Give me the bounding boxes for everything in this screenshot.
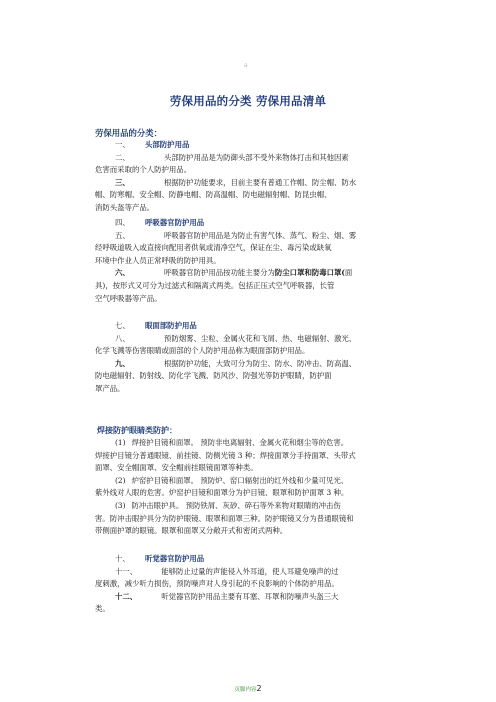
paragraph-line: 害。防冲击眼护具分为防护眼镜、眼罩和面罩三种。防护眼镜又分为普通眼镜和 [95, 513, 354, 523]
header-mark: a [244, 62, 248, 69]
paragraph-line: 带侧面护罩的眼镜。眼罩和面罩又分敞开式和密闭式两种。 [95, 526, 288, 536]
item-7: 七、 眼面部防护用品 [115, 321, 197, 330]
paragraph-line: 环境中作业人员正常呼吸的防护用具。 [95, 255, 221, 265]
page-footer [0, 684, 496, 693]
paragraph-line: 帽、防寒帽、安全帽、防静电帽、防高温帽、防电磁辐射帽、防昆虫帽、 [95, 190, 332, 200]
item-4-heading: 呼吸器官防护用品 [145, 218, 205, 227]
item-8: 八、 预防烟雾、尘粒、金属火花和飞屑、热、电磁辐射、激光、 [115, 333, 357, 343]
item-6: 六、 呼吸器官防护用品按功能主要分为防尘口罩和防毒口罩(面 [115, 268, 353, 278]
paragraph-line: 紫外线对人眼的危害。炉窑护目镜和面罩分为护目镜、眼罩和防护面罩 3 种。 [95, 488, 349, 498]
item-10: 十、 听觉器官防护用品 [115, 554, 205, 563]
paragraph-line: 面罩、安全帽面罩、安全帽前挂眼镜面罩等种类。 [95, 463, 258, 473]
item-1: 一、 头部防护用品 [115, 140, 190, 149]
item-12: 十二、 听觉器官防护用品主要有耳塞、耳罩和防噪声头盔三大 [115, 591, 339, 601]
weld-heading: 焊接防护眼睛类防护： [97, 425, 177, 435]
item-2: 二、 头部防护用品是为防御头部不受外来物体打击和其他因素 [115, 152, 349, 162]
section-heading: 劳保用品的分类： [95, 128, 162, 138]
item-11: 十一、 能够防止过量的声能侵入外耳道，使人耳避免噪声的过 [115, 566, 339, 576]
item-4: 四、 呼吸器官防护用品 [115, 218, 205, 227]
item-3: 三、 根据防护功能要求，目前主要有普通工作帽、防尘帽、防水 [115, 177, 357, 187]
respiratory-protection-block [95, 217, 401, 305]
paragraph-line: 罩产品。 [95, 383, 125, 393]
paragraph-line: 焊接护目镜分普通眼镜、前挂镜、防侧光镜 3 种；焊接面罩分手持面罩、头带式 [95, 450, 356, 460]
paragraph-line: 化学飞溅等伤害眼睛或面部的个人防护用品称为眼面部防护用品。 [95, 346, 310, 356]
item-10-heading: 听觉器官防护用品 [145, 554, 205, 563]
footer-label: 页脚内容 [234, 687, 257, 693]
page-title: 劳保用品的分类 劳保用品清单 [169, 94, 327, 108]
hearing-protection-block [95, 553, 401, 616]
eye-protection-block [95, 320, 401, 396]
paragraph-line: 度刺激，减少听力损伤，预防噪声对人身引起的不良影响的个体防护用品。 [95, 579, 339, 589]
item-1-heading: 头部防护用品 [145, 140, 190, 149]
paragraph-line: 危害而采取的个人防护用品。 [95, 165, 192, 175]
item-5: 五、 呼吸器官防护用品是为防止有害气体、蒸气、粉尘、烟、雾 [115, 230, 357, 240]
item-7-heading: 眼面部防护用品 [145, 321, 197, 330]
paragraph-line: 空气呼吸器等产品。 [95, 293, 162, 303]
paragraph-line: 经呼吸道吸入或直接向配用者供氧或清净空气，保证在尘、毒污染或缺氧 [95, 243, 332, 253]
head-protection-block [95, 139, 401, 215]
page-number: 2 [256, 684, 262, 693]
welding-protection-block [95, 437, 401, 538]
paragraph-line: 防电磁辐射、防射线、防化学飞溅、防风沙、防强光等防护眼睛，防护面 [95, 371, 332, 381]
weld-item-3: (3) 防冲击眼护具。 预防铁屑、灰砂、碎石等外来物对眼睛的冲击伤 [115, 500, 341, 510]
item-9: 九、 根据防护功能，大致可分为防尘、防水、防冲击、防高温、 [115, 358, 357, 368]
paragraph-line: 消防头盔等产品。 [95, 202, 155, 212]
paragraph-line: 类。 [95, 604, 110, 614]
weld-item-2: (2) 炉窑护目镜和面罩。 预防炉、窑口辐射出的红外线和少量可见光、 [115, 475, 349, 485]
paragraph-line: 具)，按形式又可分为过滤式和隔离式两类。包括正压式空气呼吸器，长管 [95, 280, 335, 290]
weld-item-1: (1) 焊接护目镜和面罩。 预防非电离辐射、金属火花和烟尘等的危害。 [115, 438, 349, 447]
